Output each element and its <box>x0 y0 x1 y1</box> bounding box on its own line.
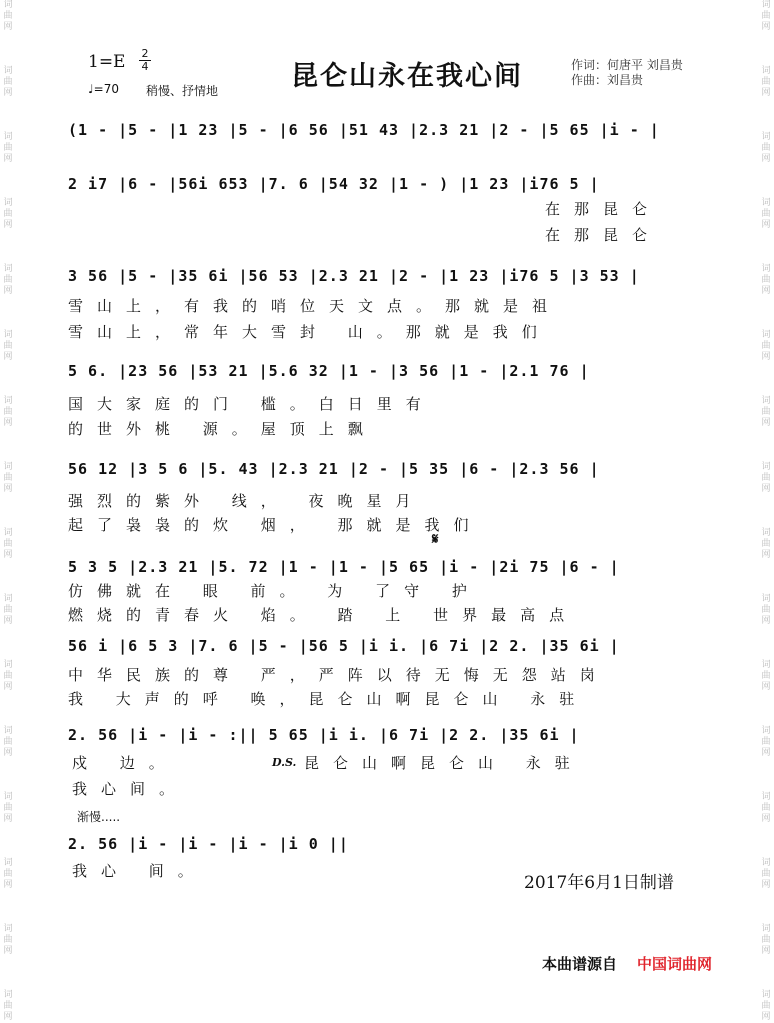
lyric-row-4-verse-1: 国大家庭的门 槛。白日里有 <box>68 395 435 413</box>
score-row-8 <box>68 721 718 749</box>
lyric-row-3-verse-2: 雪山上，常年大雪封 山。那就是我们 <box>68 323 551 341</box>
source-brand-link[interactable]: 中国词曲网 <box>637 955 713 973</box>
notes-row-4: 5 6. |23 56 |53 21 |5.6 32 |1 - |3 56 |1 - |2.1 76 | <box>68 362 590 380</box>
lyric-row-5-verse-1: 强烈的紫外 线， 夜晚星月 <box>68 492 425 510</box>
lyric-row-2-verse-1: 在那昆仑 <box>545 200 662 218</box>
lyric-row-4-verse-2: 的世外桃 源。屋顶上飘 <box>68 420 377 438</box>
ritardando-marking: 渐慢..... <box>77 810 121 824</box>
score-row-2 <box>68 170 718 198</box>
notes-row-8: 2. 56 |i - |i - :|| 5 65 |i i. |6 7i |2 2. |35 6i | <box>68 726 580 744</box>
lyricist-credit: 作词：何唐平 刘昌贵 <box>571 58 683 72</box>
notes-row-9: 2. 56 |i - |i - |i - |i 0 || <box>68 835 349 853</box>
lyric-row-8-verse-1b: 昆仑山啊昆仑山 永驻 <box>304 754 584 772</box>
watermark-right-text: 词 曲 网 词 曲 网 词 曲 网 词 曲 网 词 曲 网 词 曲 网 词 曲 网 词 曲 网 词 曲 网 词 曲 网 词 曲 网 词 曲 网 词 曲 网 词 曲 网 词 曲 网 词 曲 网 <box>761 0 771 1022</box>
score-row-3 <box>68 262 718 290</box>
lyric-row-6-verse-2: 燃烧的青春火 焰。 踏 上 世界最高点 <box>68 606 579 624</box>
lyric-row-3-verse-1: 雪山上，有我的哨位天文点。那就是祖 <box>68 297 562 315</box>
score-row-4 <box>68 357 718 385</box>
score-row-7 <box>68 632 718 660</box>
notes-row-3: 3 56 |5 - |35 6i |56 53 |2.3 21 |2 - |1 23 |i76 5 |3 53 | <box>68 267 640 285</box>
source-credit <box>542 953 712 974</box>
score-row-5 <box>68 455 718 483</box>
score-row-1 <box>68 116 718 144</box>
expression-marking: 稍慢、抒情地 <box>146 84 219 98</box>
score-row-6 <box>68 553 718 581</box>
notes-row-2: 2 i7 |6 - |56i 653 |7. 6 |54 32 |1 - ) |1 23 |i76 5 | <box>68 175 600 193</box>
notes-row-6: 5 3 5 |2.3 21 |5. 72 |1 - |1 - |5 65 |i - |2i 75 |6 - | <box>68 558 620 576</box>
lyric-row-8-verse-2: 我心间。 <box>72 780 189 798</box>
score-row-9 <box>68 830 718 858</box>
ds-marking: D.S. <box>272 756 297 769</box>
transcription-date: 2017年6月1日制谱 <box>524 873 674 893</box>
lyric-row-6-verse-1: 仿佛就在 眼 前。 为 了守 护 <box>68 582 481 600</box>
credits <box>571 58 683 88</box>
segno-mark: 𝄋 <box>432 530 439 548</box>
notes-row-7: 56 i |6 5 3 |7. 6 |5 - |56 5 |i i. |6 7i |2 2. |35 6i | <box>68 637 620 655</box>
composer-credit: 作曲：刘昌贵 <box>571 73 644 87</box>
lyric-row-9: 我心 间。 <box>72 862 207 880</box>
lyric-row-8-verse-1a: 戍 边。 <box>72 754 178 772</box>
watermark-right <box>758 0 774 1022</box>
time-signature-bottom: 4 <box>139 60 151 73</box>
lyric-row-7-verse-1: 中华民族的尊 严，严阵以待无悔无怨站岗 <box>68 666 609 684</box>
watermark-left-text: 词 曲 网 词 曲 网 词 曲 网 词 曲 网 词 曲 网 词 曲 网 词 曲 网 词 曲 网 词 曲 网 词 曲 网 词 曲 网 词 曲 网 词 曲 网 词 曲 网 词 曲 网 词 曲 网 <box>3 0 13 1022</box>
time-signature <box>139 48 151 73</box>
key-signature: 1=E <box>88 52 126 72</box>
lyric-row-7-verse-2: 我 大声的呼 唤，昆仑山啊昆仑山 永驻 <box>68 690 589 708</box>
time-signature-top: 2 <box>141 47 149 60</box>
lyric-row-5-verse-2: 起了袅袅的炊 烟， 那就是我们 <box>68 516 483 534</box>
song-title: 昆仑山永在我心间 <box>291 61 523 92</box>
notes-row-5: 56 12 |3 5 6 |5. 43 |2.3 21 |2 - |5 35 |6 - |2.3 56 | <box>68 460 600 478</box>
source-prefix: 本曲谱源自 <box>542 955 618 973</box>
lyric-row-2-verse-2: 在那昆仑 <box>545 226 662 244</box>
tempo-marking: ♩=70 <box>88 82 119 96</box>
notes-row-1: (1 - |5 - |1 23 |5 - |6 56 |51 43 |2.3 21 |2 - |5 65 |i - | <box>68 121 660 139</box>
watermark-left <box>0 0 16 1022</box>
